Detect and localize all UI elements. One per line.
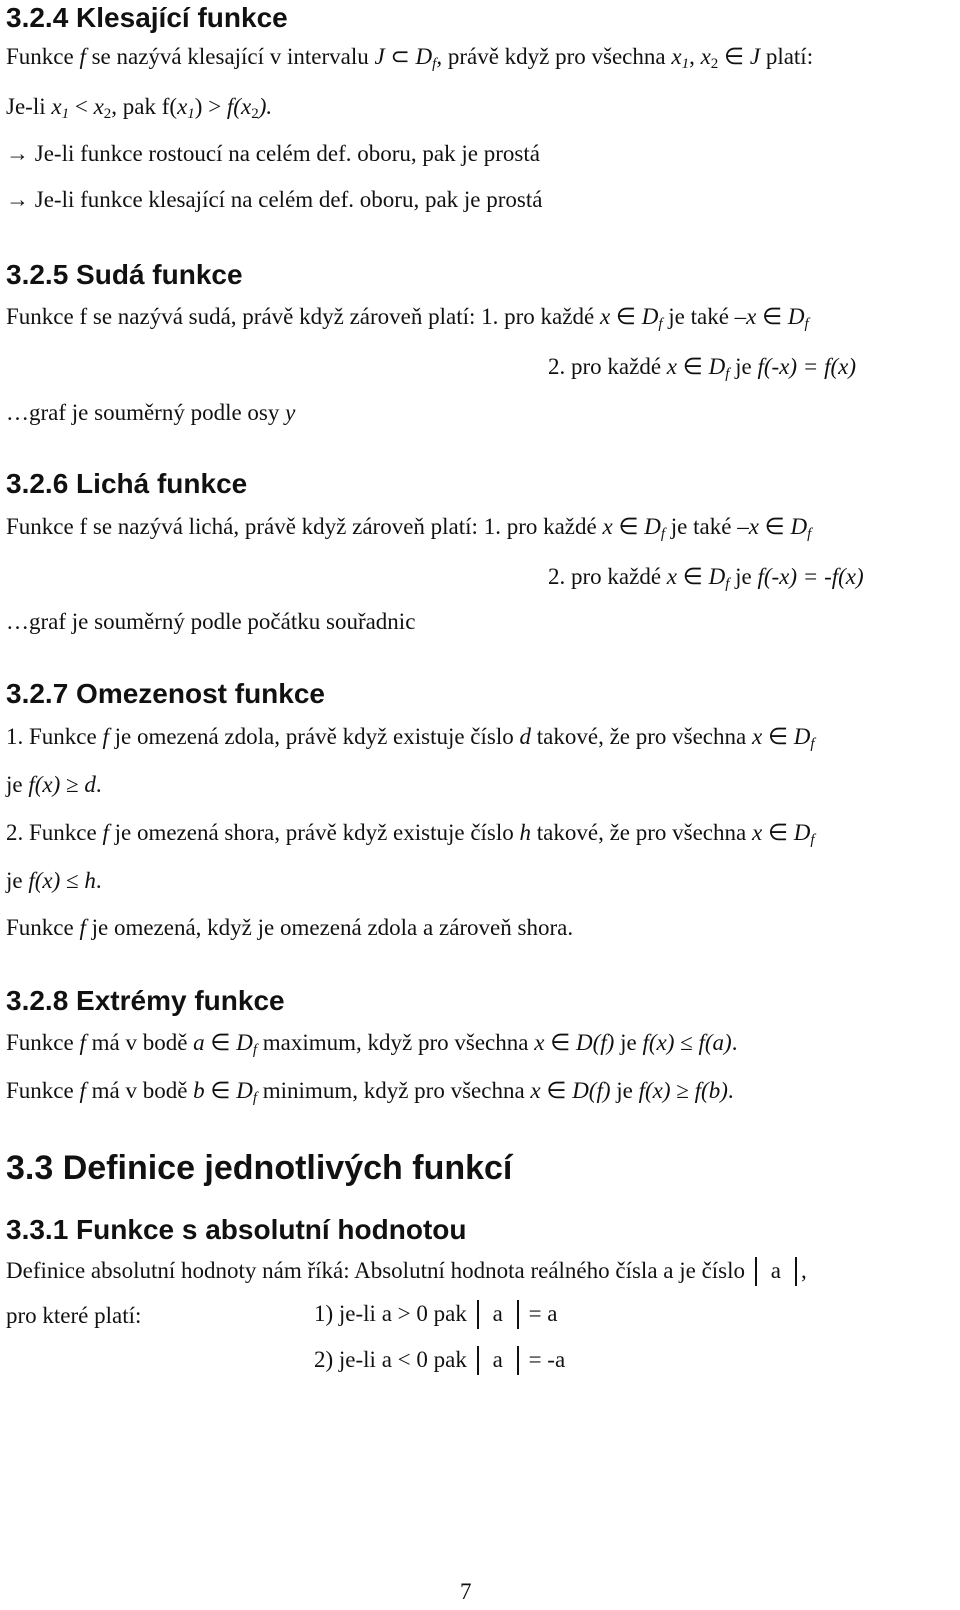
heading-3-3: 3.3 Definice jednotlivých funkcí [6, 1149, 513, 1187]
definition-even-line1: Funkce f se nazývá sudá, právě když zároveň platí: 1. pro každé x ∈ $D_f$ je také –x ∈ $D_f$ [6, 304, 809, 332]
absolute-value-case-2-a: a [477, 1346, 519, 1375]
extreme-maximum: Funkce f má v bodě a ∈ $D_f$ maximum, když pro všechna x ∈ D(f) je f(x) ≤ f(a). [6, 1030, 738, 1058]
definition-odd-line2: 2. pro každé x ∈ $D_f$ je f(-x) = -f(x) [548, 564, 864, 592]
note-decreasing-injective: → Je-li funkce klesající na celém def. oboru, pak je prostá [6, 187, 543, 212]
bounded-above-line2: je f(x) ≤ h. [6, 868, 102, 893]
bounded-summary: Funkce f je omezená, když je omezená zdola a zároveň shora. [6, 915, 574, 940]
even-graph-symmetry-note: …graf je souměrný podle osy y [6, 400, 296, 425]
absolute-value-definition: Definice absolutní hodnoty nám říká: Absolutní hodnota reálného čísla a je číslo a , [6, 1257, 807, 1286]
heading-3-2-8: 3.2.8 Extrémy funkce [6, 985, 285, 1016]
definition-odd-line1: Funkce f se nazývá lichá, právě když zároveň platí: 1. pro každé x ∈ $D_f$ je také –x ∈ $D_f$ [6, 514, 812, 542]
heading-3-2-6: 3.2.6 Lichá funkce [6, 468, 248, 499]
definition-even-line2: 2. pro každé x ∈ $D_f$ je f(-x) = f(x) [548, 354, 856, 382]
extreme-minimum: Funkce f má v bodě b ∈ $D_f$ minimum, když pro všechna x ∈ D(f) je f(x) ≥ f(b). [6, 1078, 734, 1106]
heading-3-2-7: 3.2.7 Omezenost funkce [6, 678, 326, 709]
note-increasing-injective: → Je-li funkce rostoucí na celém def. oboru, pak je prostá [6, 141, 540, 166]
page-number: 7 [460, 1579, 472, 1604]
definition-decreasing-line2: Je-li $x_1 < x_2$, pak $f(x_1) > f(x_2)$. [6, 94, 273, 122]
heading-3-3-1: 3.3.1 Funkce s absolutní hodnotou [6, 1214, 467, 1245]
heading-3-2-4: 3.2.4 Klesající funkce [6, 2, 288, 33]
odd-graph-symmetry-note: …graf je souměrný podle počátku souřadnic [6, 609, 416, 634]
bounded-below-line1: 1. Funkce f je omezená zdola, právě když existuje číslo d takové, že pro všechna x ∈ $D_f$ [6, 724, 815, 752]
absolute-value-a: a [755, 1257, 797, 1286]
bounded-above-line1: 2. Funkce f je omezená shora, právě když existuje číslo h takové, že pro všechna x ∈ $D_f$ [6, 820, 815, 848]
heading-3-2-5: 3.2.5 Sudá funkce [6, 259, 243, 290]
definition-decreasing-line1: Funkce f se nazývá klesající v intervalu J ⊂ $D_f$, právě když pro všechna $x_1$, $x_2$ ∈ J platí: [6, 44, 814, 72]
absolute-value-case-lead: pro které platí: [6, 1303, 142, 1328]
absolute-value-case-1: 1) je-li a > 0 pak a = a [314, 1300, 558, 1329]
absolute-value-case-2: 2) je-li a < 0 pak a = -a [314, 1346, 565, 1375]
bounded-below-line2: je f(x) ≥ d. [6, 772, 102, 797]
absolute-value-case-1-a: a [477, 1300, 519, 1329]
